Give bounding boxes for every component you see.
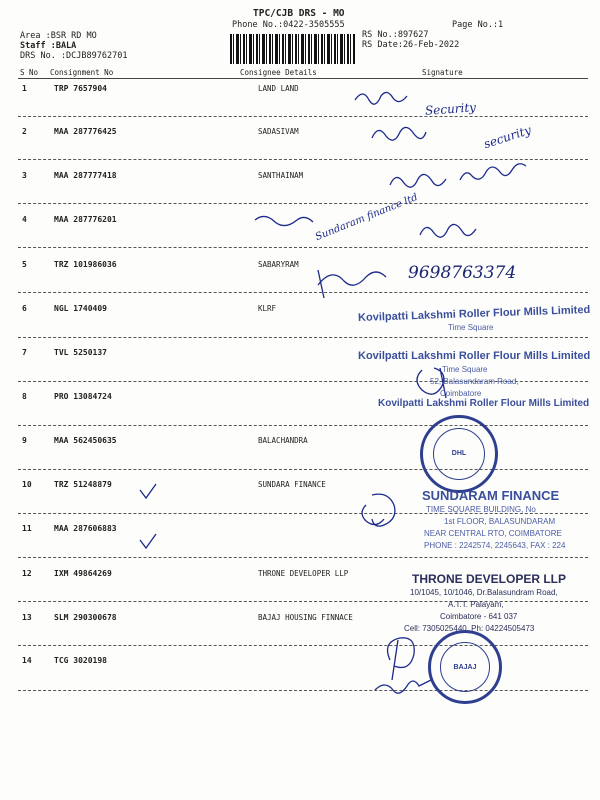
signature-row4-text: Sundaram finance ltd	[313, 191, 420, 244]
row-consignment: NGL 1740409	[54, 304, 107, 313]
row-consignment: TRZ 101986036	[54, 260, 117, 269]
row-consignee: SANTHAINAM	[258, 171, 304, 180]
row-sno: 3	[22, 171, 27, 180]
row-sno: 6	[22, 304, 27, 313]
klrf-stamp-2: Kovilpatti Lakshmi Roller Flour Mills Limited	[358, 350, 591, 362]
area-label: Area :BSR RD MO	[20, 31, 97, 41]
row-consignee: BALACHANDRA	[258, 436, 308, 445]
row-sno: 2	[22, 127, 27, 136]
rs-number: RS No.:897627	[362, 30, 429, 40]
klrf-stamp-2-line2: Time Square	[442, 365, 488, 374]
bajaj-round-seal	[428, 630, 502, 704]
col-consignee: Consignee Details	[240, 68, 317, 77]
staff-label: Staff :BALA	[20, 41, 77, 51]
dhl-round-seal	[420, 415, 498, 493]
signature-row2-text: security	[482, 122, 533, 152]
row-consignee: THRONE DEVELOPER LLP	[258, 569, 349, 578]
klrf-stamp-1: Kovilpatti Lakshmi Roller Flour Mills Limited	[357, 303, 591, 325]
sundaram-stamp-line1: TIME SQUARE BUILDING, No	[426, 505, 536, 514]
sundaram-stamp-line2: 1st FLOOR, BALASUNDARAM	[444, 517, 556, 526]
row-sno: 10	[22, 480, 32, 489]
row-sno: 11	[22, 524, 32, 533]
row-consignment: TRP 7657904	[54, 84, 107, 93]
row-consignee: LAND LAND	[258, 84, 299, 93]
row-consignment: TCG 3020198	[54, 656, 107, 665]
phone-number: Phone No.:0422-3505555	[232, 20, 345, 30]
page-number: Page No.:1	[452, 20, 504, 30]
signature-row1-text: Security	[424, 100, 477, 118]
sundaram-stamp-line3: NEAR CENTRAL RTO, COIMBATORE	[424, 529, 562, 538]
throne-stamp-line2: A.T.T. Palayam,	[448, 600, 504, 609]
throne-stamp-line4: Cell: 7305025440, Ph: 04224505473	[404, 624, 535, 633]
row-consignee: KLRF	[258, 304, 277, 313]
row-sno: 5	[22, 260, 27, 269]
row-sno: 14	[22, 656, 32, 665]
throne-stamp-title: THRONE DEVELOPER LLP	[412, 572, 567, 586]
row-consignment: MAA 562450635	[54, 436, 117, 445]
row-consignment: MAA 287777418	[54, 171, 117, 180]
signature-row5-phone: 9698763374	[408, 263, 517, 283]
row-sno: 9	[22, 436, 27, 445]
row-sno: 7	[22, 348, 27, 357]
sundaram-stamp-line4: PHONE : 2242574, 2245643, FAX : 224	[424, 541, 566, 550]
klrf-stamp-1-line: Time Square	[448, 323, 494, 332]
sheet-title: TPC/CJB DRS - MO	[253, 8, 345, 19]
row-consignment: MAA 287606883	[54, 524, 117, 533]
klrf-stamp-3: Kovilpatti Lakshmi Roller Flour Mills Limited	[378, 398, 590, 409]
bajaj-seal-center: BAJAJ	[440, 642, 490, 692]
row-sno: 1	[22, 84, 27, 93]
row-sno: 12	[22, 569, 32, 578]
klrf-stamp-2-line4: Coimbatore	[440, 389, 482, 398]
row-consignment: MAA 287776201	[54, 215, 117, 224]
klrf-stamp-2-line3: 52, Balasundaram Road,	[430, 377, 519, 386]
row-consignee: SABARYRAM	[258, 260, 299, 269]
row-sno: 8	[22, 392, 27, 401]
row-consignment: PRO 13084724	[54, 392, 112, 401]
throne-stamp-line3: Coimbatore - 641 037	[440, 612, 518, 621]
row-consignment: TRZ 51248879	[54, 480, 112, 489]
dhl-seal-center: DHL	[433, 428, 485, 480]
row-consignment: SLM 290300678	[54, 613, 117, 622]
drs-number: DRS No. :DCJB89762701	[20, 51, 128, 61]
row-consignee: SUNDARA FINANCE	[258, 480, 326, 489]
row-consignee: BAJAJ HOUSING FINNACE	[258, 613, 353, 622]
rs-date: RS Date:26-Feb-2022	[362, 40, 460, 50]
throne-stamp-line1: 10/1045, 10/1046, Dr.Balasundram Road,	[410, 588, 558, 597]
row-consignment: MAA 287776425	[54, 127, 117, 136]
col-signature: Signature	[422, 68, 463, 77]
sundaram-stamp-title: SUNDARAM FINANCE	[422, 488, 560, 503]
row-consignment: TVL 5250137	[54, 348, 107, 357]
row-sno: 13	[22, 613, 32, 622]
col-consignment: Consignment No	[50, 68, 114, 77]
row-consignee: SADASIVAM	[258, 127, 299, 136]
row-consignment: IXM 49864269	[54, 569, 112, 578]
col-sno: S No	[20, 68, 39, 77]
row-sno: 4	[22, 215, 27, 224]
